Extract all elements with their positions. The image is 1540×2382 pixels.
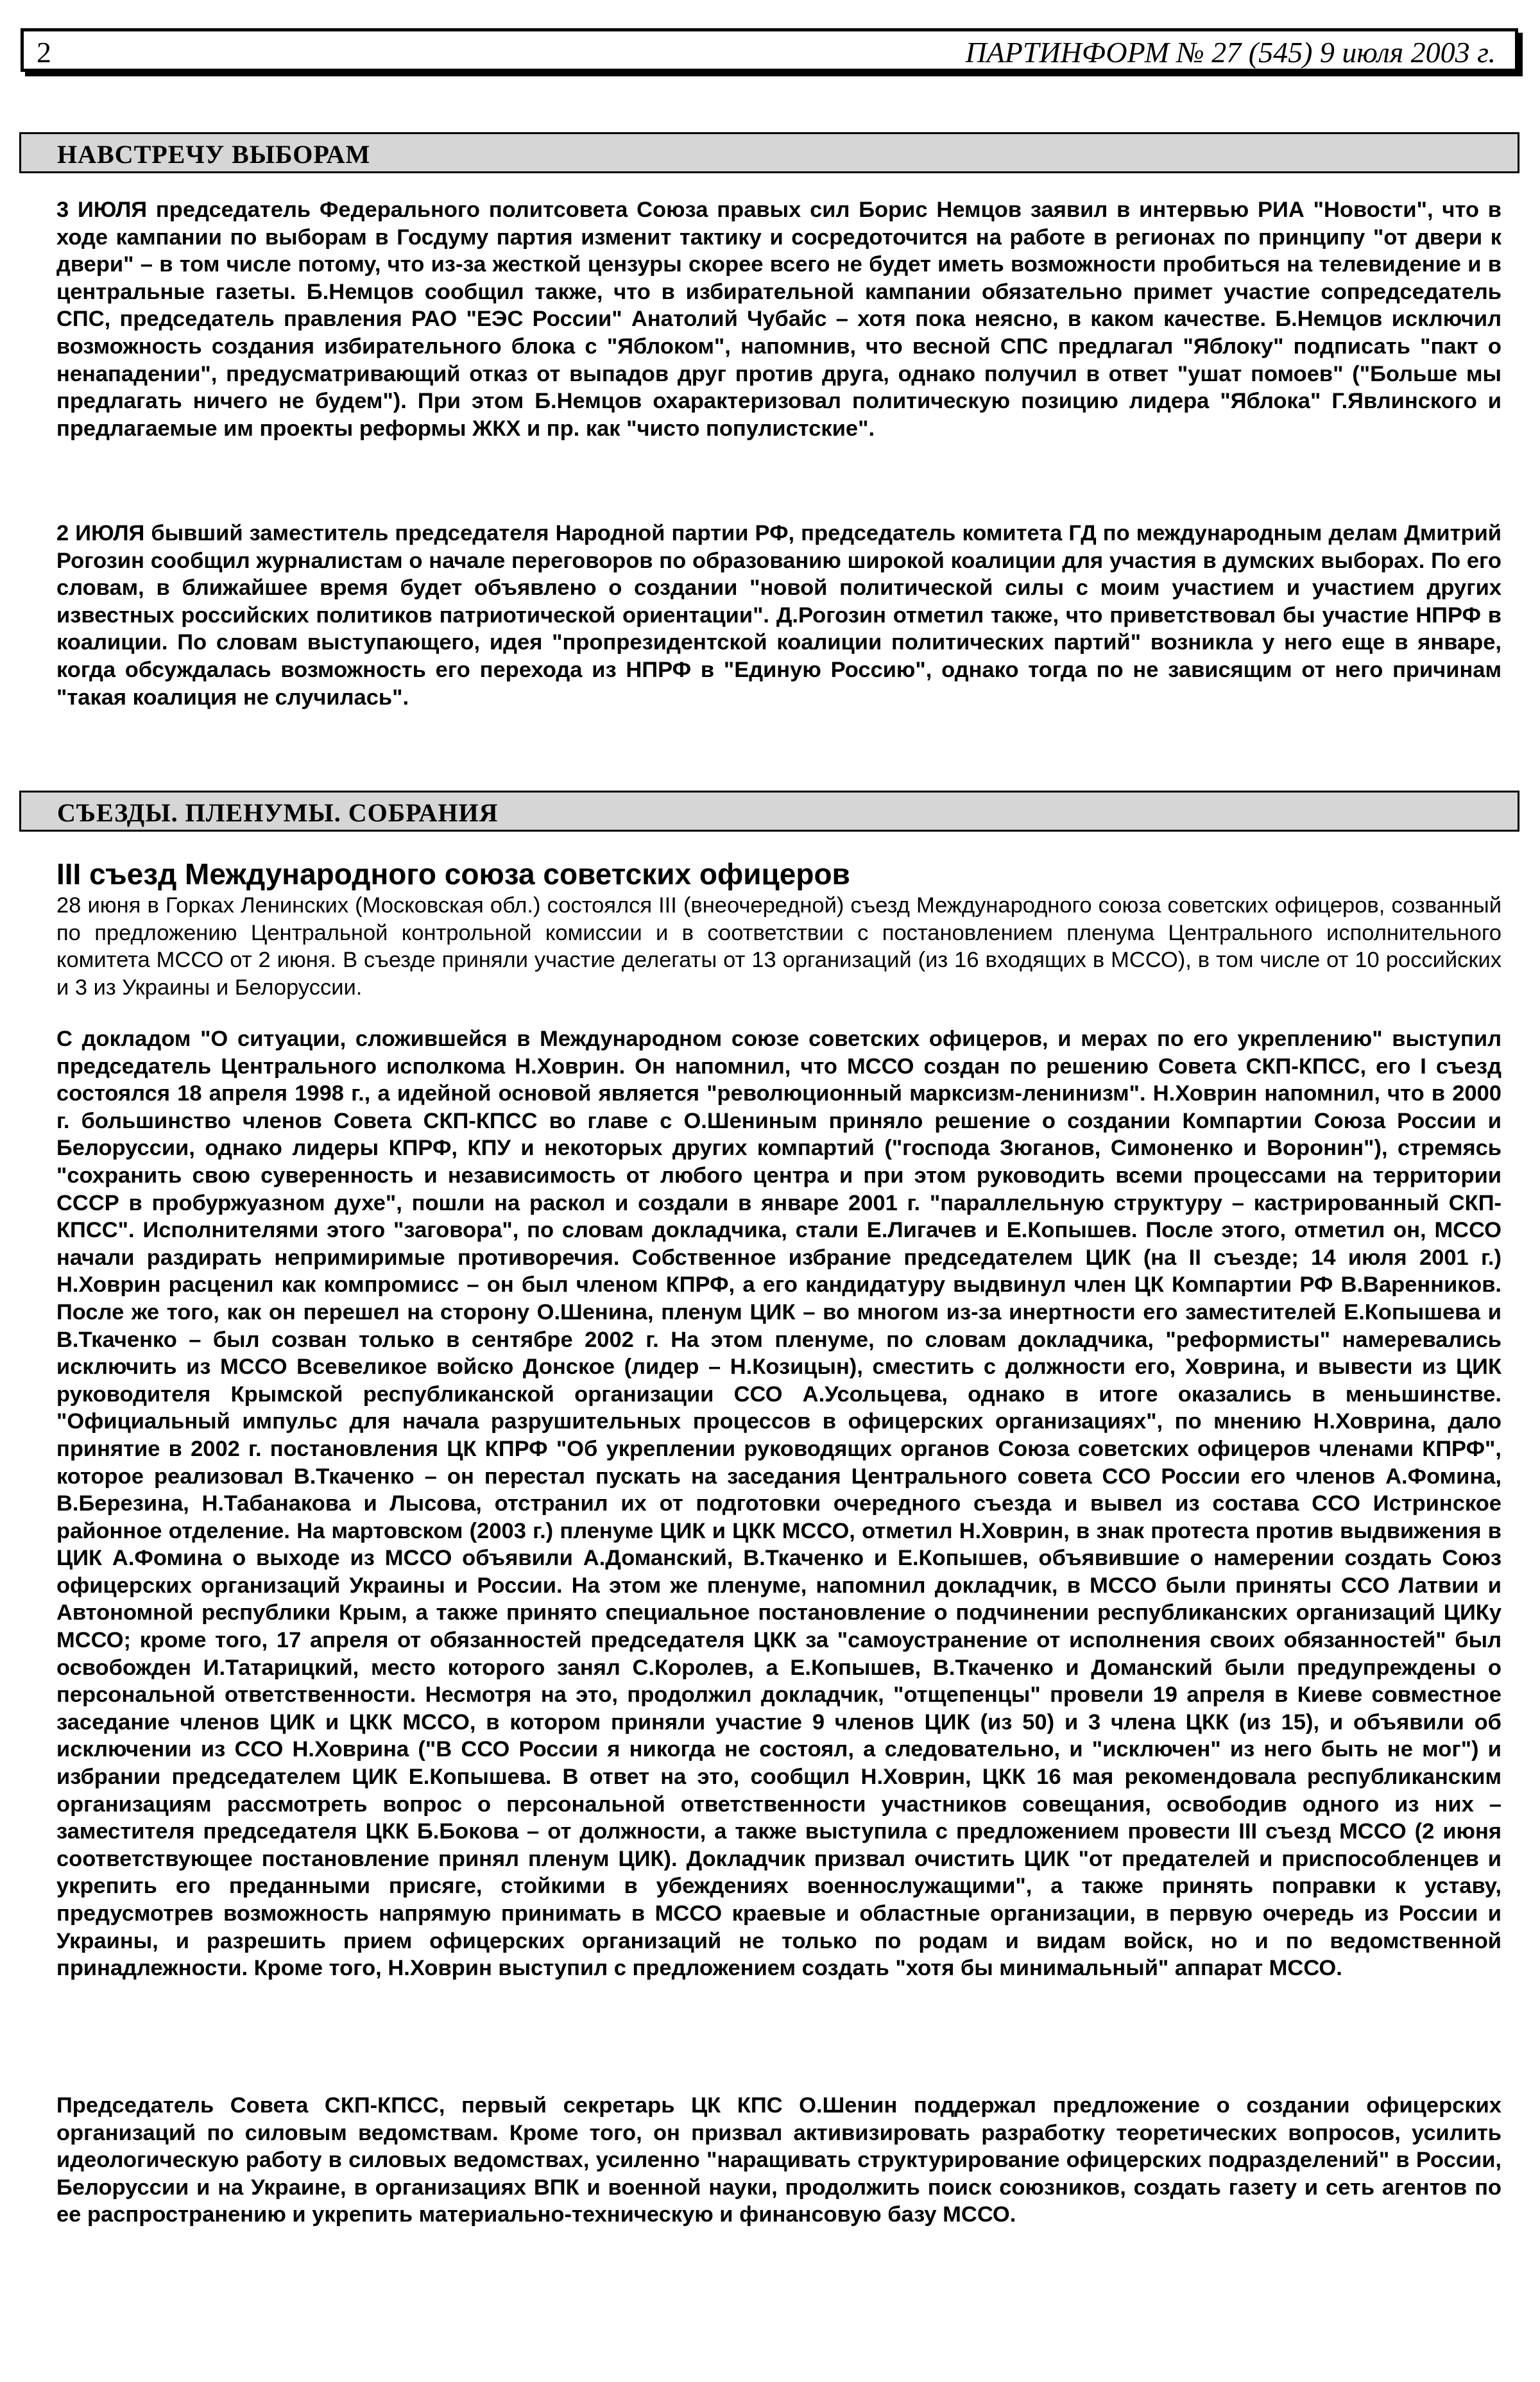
article-intro: 28 июня в Горках Ленинских (Московская обл.) состоялся III (внеочередной) съезд Международного союза советских офицеров, созванный по предложению Центральной контрольной комиссии и в соответствии с постановлением пленума Центрального исполнительного комитета МССО от 2 июня. В съезде приняли участие делегаты от 13 организаций (из 16 входящих в МССО), в том числе от 10 российских и 3 из Украины и Белоруссии.	[56, 893, 1502, 1000]
news-item-nemtsov: 3 ИЮЛЯ председатель Федерального политсовета Союза правых сил Борис Немцов заявил в интервью РИА "Новости", что в ходе кампании по выборам в Госдуму партия изменит тактику и сосредоточится на работе в регионах по принципу "от двери к двери" – в том числе потому, что из-за жесткой цензуры скорее всего не будет иметь возможности пробиться на телевидение и в центральные газеты. Б.Немцов сообщил также, что в избирательной кампании обязательно примет участие сопредседатель СПС, председатель правления РАО "ЕЭС России" Анатолий Чубайс – хотя пока неясно, в каком качестве. Б.Немцов исключил возможность создания избирательного блока с "Яблоком", напомнив, что весной СПС предлагал "Яблоку" подписать "пакт о ненападении", предусматривающий отказ от выпадов друг против друга, однако получил в ответ "ушат помоев" ("Больше мы предлагать ничего не будем"). При этом Б.Немцов охарактеризовал политическую позицию лидера "Яблока" Г.Явлинского и предлагаемые им проекты реформы ЖКХ и пр. как "чисто популистские".	[56, 198, 1502, 441]
news-item-rogozin: 2 ИЮЛЯ бывший заместитель председателя Народной партии РФ, председатель комитета ГД по международным делам Дмитрий Рогозин сообщил журналистам о начале переговоров по образованию широкой коалиции для участия в думских выборах. По его словам, в ближайшее время будет объявлено о создании "новой политической силы с моим участием и участием других известных российских политиков патриотической ориентации". Д.Рогозин отметил также, что приветствовал бы участие НПРФ в коалиции. По словам выступающего, идея "пропрезидентской коалиции политических партий" возникла у него еще в январе, когда обсуждалась возможность его перехода из НПРФ в "Единую Россию", однако тогда по не зависящим от него причинам "такая коалиция не случилась".	[56, 521, 1502, 710]
publication-info: ПАРТИНФОРМ № 27 (545) 9 июля 2003 г.	[965, 36, 1496, 69]
article-body: С докладом "О ситуации, сложившейся в Международном союзе советских офицеров, и мерах по его укреплению" выступил председатель Центрального исполкома Н.Ховрин. Он напомнил, что МССО создан по решению Совета СКП-КПСС, его I съезд состоялся 18 апреля 1998 г., а идейной основой является "революционный марксизм-ленинизм". Н.Ховрин напомнил, что в 2000 г. большинство членов Совета СКП-КПСС во главе с О.Шениным приняло решение о создании Компартии Союза России и Белоруссии, однако лидеры КПРФ, КПУ и некоторых других компартий ("господа Зюганов, Симоненко и Воронин"), стремясь "сохранить свою суверенность и независимость от любого центра и при этом руководить всеми процессами на территории СССР в пробуржуазном духе", пошли на раскол и создали в январе 2001 г. "параллельную структуру – кастрированный СКП-КПСС". Исполнителями этого "заговора", по словам докладчика, стали Е.Лигачев и Е.Копышев. После этого, отметил он, МССО начали раздирать непримиримые противоречия. Собственное избрание председателем ЦИК (на II съезде; 14 июля 2001 г.) Н.Ховрин расценил как компромисс – он был членом КПРФ, а его кандидатуру выдвинул член ЦК Компартии РФ В.Варенников. После же того, как он перешел на сторону О.Шенина, пленум ЦИК – во многом из-за инертности его заместителей Е.Копышева и В.Ткаченко – был созван только в сентябре 2002 г. На этом пленуме, по словам докладчика, "реформисты" намеревались исключить из МССО Всевеликое войско Донское (лидер – Н.Козицын), сместить с должности его, Ховрина, и вывести из ЦИК руководителя Крымской республиканской организации ССО А.Усольцева, однако в итоге оказались в меньшинстве. "Официальный импульс для начала разрушительных процессов в офицерских организациях", по мнению Н.Ховрина, дало принятие в 2002 г. постановления ЦК КПРФ "Об укреплении руководящих органов Союза советских офицеров членами КПРФ", которое реализовал В.Ткаченко – он перестал пускать на заседания Центрального совета ССО России его членов А.Фомина, В.Березина, Н.Табанакова и Лысова, отстранил их от подготовки очередного съезда и вывел из состава ССО Истринское районное отделение. На мартовском (2003 г.) пленуме ЦИК и ЦКК МССО, отметил Н.Ховрин, в знак протеста против выдвижения в ЦИК А.Фомина о выходе из МССО объявили А.Доманский, В.Ткаченко и Е.Копышев, объявившие о намерении создать Союз офицерских организаций Украины и России. На этом же пленуме, напомнил докладчик, в МССО были приняты ССО Латвии и Автономной республики Крым, а также принято специальное постановление о подчинении республиканских организаций ЦИКу МССО; кроме того, 17 апреля от обязанностей председателя ЦКК за "самоустранение от исполнения своих обязанностей" был освобожден И.Татарицкий, место которого занял С.Королев, а Е.Копышев, В.Ткаченко и Доманский были предупреждены о персональной ответственности. Несмотря на это, продолжил докладчик, "отщепенцы" провели 19 апреля в Киеве совместное заседание членов ЦИК и ЦКК МССО, в котором приняли участие 9 членов ЦИК (из 50) и 3 члена ЦКК (из 15), и объявили об исключении из ССО Н.Ховрина ("В ССО России я никогда не состоял, а следовательно, и "исключен" из него быть не мог") и избрании председателем ЦИК Е.Копышева. В ответ на это, сообщил Н.Ховрин, ЦКК 16 мая рекомендовала республиканским организациям рассмотреть вопрос о персональной ответственности участников совещания, освободив одного из них – заместителя председателя ЦКК Б.Бокова – от должности, а также выступила с предложением провести III съезд МССО (2 июня соответствующее постановление принял пленум ЦИК). Докладчик призвал очистить ЦИК "от предателей и приспособленцев и укрепить его преданными присяге, стойкими в убеждениях военнослужащими", а также принять поправки к уставу, предусмотрев возможность напрямую принимать в МССО краевые и областные организации, в первую очередь из России и Украины, и разрешить прием офицерских организаций не только по родам и видам войск, но и по ведомственной принадлежности. Кроме того, Н.Ховрин выступил с предложением создать "хотя бы минимальный" аппарат МССО.	[56, 1027, 1502, 1981]
section-title: НАВСТРЕЧУ ВЫБОРАМ	[57, 140, 371, 169]
section-header-elections	[19, 132, 1519, 173]
article-title: III съезд Международного союза советских офицеров	[56, 857, 850, 891]
article-closing: Председатель Совета СКП-КПСС, первый секретарь ЦК КПС О.Шенин поддержал предложение о создании офицерских организаций по силовым ведомствам. Кроме того, он призвал активизировать разработку теоретических вопросов, усилить идеологическую работу в силовых ведомствах, усиленно "наращивать структурирование офицерских подразделений" в России, Белоруссии и на Украине, в организациях ВПК и военной науки, продолжить поиск союзников, создать газету и сеть агентов по ее распространению и укрепить материально-техническую и финансовую базу МССО.	[56, 2093, 1502, 2227]
page-number: 2	[37, 36, 51, 69]
page-header	[21, 28, 1518, 72]
section-header-congresses	[19, 791, 1519, 832]
section-title: СЪЕЗДЫ. ПЛЕНУМЫ. СОБРАНИЯ	[57, 798, 499, 827]
